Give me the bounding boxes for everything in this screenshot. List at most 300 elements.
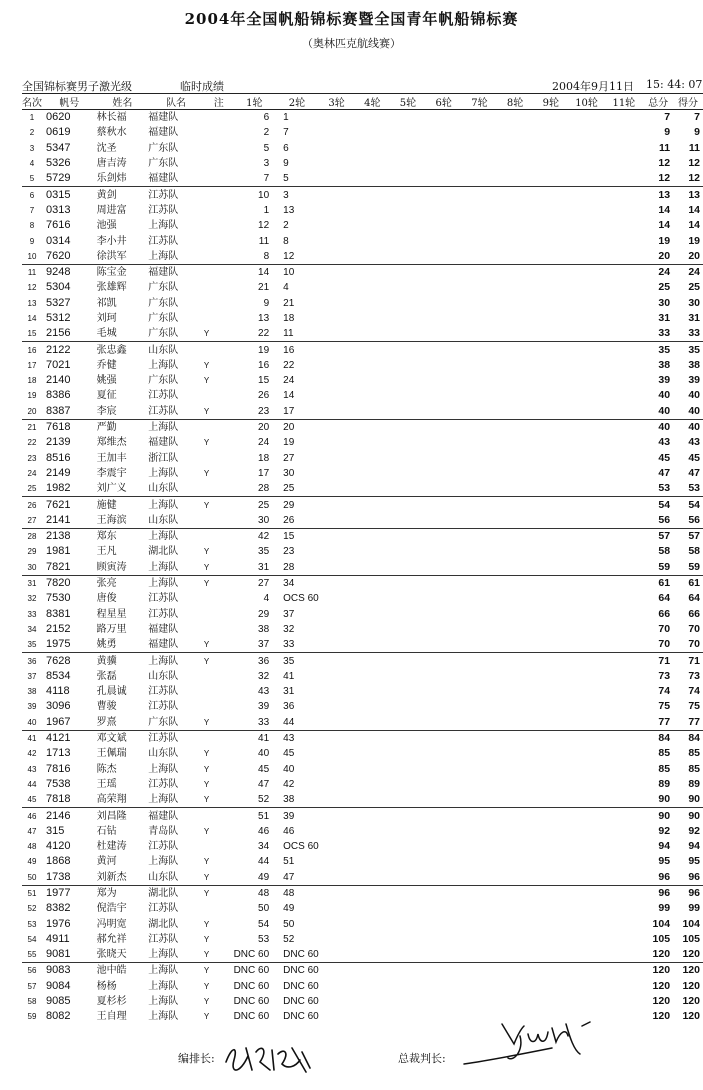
race-1-cell: 41 — [234, 730, 276, 746]
race-2-cell: 21 — [283, 297, 295, 309]
race-3-cell — [319, 481, 355, 497]
sailor-name-cell: 石钻 — [96, 825, 117, 837]
race-2-cell: 8 — [283, 235, 289, 247]
race-5-cell — [390, 746, 426, 761]
sailor-name-cell: 李震宇 — [96, 467, 127, 479]
race-9-cell — [533, 264, 569, 280]
race-7-cell — [462, 513, 498, 529]
sail-number-cell: 7816 — [46, 762, 71, 775]
race-9-cell — [533, 203, 569, 218]
race-8-cell — [497, 808, 533, 824]
race-1-cell: DNC 60 — [233, 996, 270, 1008]
race-1-cell: 2 — [263, 127, 270, 139]
race-2-cell: 22 — [283, 359, 295, 371]
race-11-cell — [604, 451, 643, 466]
race-9-cell — [533, 311, 569, 326]
sailor-name-cell: 林长福 — [96, 112, 127, 124]
race-1-cell: 50 — [258, 903, 270, 915]
sailor-name-cell: 严勤 — [97, 419, 149, 435]
race-3-cell — [319, 870, 355, 886]
team-cell: 上海队 — [148, 529, 204, 545]
race-10-cell — [569, 746, 605, 761]
note-cell — [204, 171, 234, 187]
race-10-cell — [569, 947, 605, 963]
rank-cell: 36 — [22, 653, 42, 669]
rank-cell: 4 — [29, 159, 35, 169]
race-5-cell — [390, 792, 426, 808]
sail-number-cell: 2138 — [42, 529, 97, 545]
race-2-cell: 15 — [275, 529, 319, 545]
note-cell: Y — [203, 764, 210, 774]
points-cell: 89 — [688, 777, 700, 790]
rank-cell: 12 — [27, 283, 37, 293]
team-cell: 江苏队 — [148, 235, 179, 247]
total-cell: 25 — [658, 281, 671, 294]
table-header-row — [22, 94, 703, 110]
race-7-cell — [462, 529, 498, 545]
sail-number-cell: 4118 — [46, 685, 70, 698]
race-10-cell — [569, 342, 605, 358]
race-11-cell — [604, 622, 643, 637]
table-row — [22, 187, 703, 203]
sailor-name-cell: 邓文斌 — [97, 730, 149, 746]
column-header: 10轮 — [569, 94, 605, 110]
race-4-cell — [354, 777, 390, 792]
race-1-cell: 4 — [263, 593, 270, 605]
race-8-cell — [497, 311, 533, 326]
race-6-cell — [426, 203, 462, 218]
race-3-cell — [319, 141, 355, 156]
total-cell: 90 — [643, 808, 673, 824]
race-11-cell — [604, 264, 643, 280]
points-cell: 61 — [673, 575, 703, 591]
note-cell: Y — [203, 562, 210, 572]
race-3-cell — [319, 607, 355, 622]
race-7-cell — [462, 824, 498, 839]
table-row — [22, 792, 703, 808]
points-cell: 120 — [682, 1010, 700, 1023]
rank-cell: 18 — [27, 376, 37, 386]
race-7-cell — [462, 125, 498, 140]
sail-number-cell: 9248 — [42, 264, 97, 280]
rank-cell: 19 — [27, 391, 37, 401]
table-row — [22, 947, 703, 963]
rank-cell: 41 — [22, 730, 42, 746]
race-1-cell: 1 — [263, 204, 270, 216]
race-10-cell — [569, 932, 605, 947]
total-cell: 105 — [652, 932, 671, 945]
team-cell: 江苏队 — [148, 933, 179, 945]
race-2-cell: 1 — [283, 112, 289, 124]
sailor-name-cell: 罗熹 — [96, 716, 117, 728]
race-6-cell — [426, 466, 462, 481]
race-1-cell: 20 — [234, 419, 276, 435]
race-4-cell — [354, 607, 390, 622]
race-8-cell — [497, 715, 533, 731]
race-3-cell — [319, 885, 355, 901]
race-6-cell — [426, 901, 462, 916]
total-cell: 12 — [658, 172, 671, 185]
column-header: 帆号 — [42, 94, 97, 110]
total-cell: 40 — [658, 404, 671, 417]
note-cell — [204, 481, 234, 497]
sailor-name-cell: 张晓天 — [96, 949, 127, 961]
race-1-cell: 19 — [234, 342, 276, 358]
sailor-name-cell: 王凡 — [96, 546, 117, 558]
race-5-cell — [390, 481, 426, 497]
race-10-cell — [569, 777, 605, 792]
points-cell: 120 — [682, 995, 700, 1008]
race-10-cell — [569, 870, 605, 886]
points-cell: 120 — [682, 979, 700, 992]
points-cell: 59 — [688, 560, 700, 573]
rank-cell: 23 — [27, 453, 37, 463]
race-8-cell — [497, 264, 533, 280]
rank-cell: 54 — [27, 934, 37, 944]
points-cell: 95 — [688, 855, 700, 868]
race-10-cell — [569, 419, 605, 435]
race-1-cell: 53 — [258, 933, 270, 945]
race-3-cell — [319, 637, 355, 653]
race-8-cell — [497, 839, 533, 854]
race-6-cell — [426, 591, 462, 606]
table-row — [22, 824, 703, 839]
total-cell: 38 — [658, 358, 671, 371]
race-9-cell — [533, 824, 569, 839]
table-row — [22, 404, 703, 420]
team-cell: 江苏队 — [148, 778, 179, 790]
race-1-cell: DNC 60 — [233, 949, 270, 961]
race-7-cell — [462, 358, 498, 373]
race-8-cell — [497, 497, 533, 513]
total-cell: 19 — [658, 234, 671, 247]
race-7-cell — [462, 870, 498, 886]
sailor-name-cell: 程星星 — [96, 608, 127, 620]
rank-cell: 37 — [27, 671, 37, 681]
race-5-cell — [390, 994, 426, 1009]
race-8-cell — [497, 249, 533, 265]
rank-cell: 22 — [27, 438, 37, 448]
race-2-cell: 10 — [275, 264, 319, 280]
note-cell — [204, 607, 234, 622]
race-4-cell — [354, 497, 390, 513]
race-4-cell — [354, 730, 390, 746]
total-cell: 12 — [658, 157, 671, 170]
race-9-cell — [533, 777, 569, 792]
rank-cell: 42 — [27, 749, 37, 759]
race-8-cell — [497, 607, 533, 622]
table-row — [22, 979, 703, 994]
rank-cell: 43 — [27, 764, 37, 774]
race-11-cell — [604, 156, 643, 171]
race-1-cell: 26 — [258, 390, 270, 402]
race-5-cell — [390, 777, 426, 792]
race-9-cell — [533, 326, 569, 342]
race-8-cell — [497, 870, 533, 886]
rank-cell: 59 — [27, 1012, 37, 1022]
note-cell — [204, 669, 234, 684]
race-4-cell — [354, 963, 390, 979]
total-cell: 14 — [658, 203, 671, 216]
table-row — [22, 218, 703, 233]
race-5-cell — [390, 622, 426, 637]
race-4-cell — [354, 839, 390, 854]
race-8-cell — [497, 963, 533, 979]
race-2-cell: 42 — [283, 778, 295, 790]
race-9-cell — [533, 994, 569, 1009]
total-cell: 9 — [664, 126, 671, 139]
race-3-cell — [319, 761, 355, 776]
sailor-name-cell: 夏杉杉 — [96, 996, 127, 1008]
team-cell: 江苏队 — [148, 841, 179, 853]
race-7-cell — [462, 388, 498, 403]
race-11-cell — [604, 777, 643, 792]
race-7-cell — [462, 187, 498, 203]
race-7-cell — [462, 699, 498, 714]
race-5-cell — [390, 187, 426, 203]
race-2-cell: 16 — [275, 342, 319, 358]
race-1-cell: 6 — [263, 112, 270, 124]
race-10-cell — [569, 249, 605, 265]
race-1-cell: 29 — [258, 608, 270, 620]
sail-number-cell: 0313 — [46, 203, 71, 216]
race-5-cell — [390, 311, 426, 326]
total-cell: 99 — [658, 902, 671, 915]
race-10-cell — [569, 280, 605, 295]
race-6-cell — [426, 607, 462, 622]
sailor-name-cell: 冯明宽 — [96, 918, 127, 930]
race-4-cell — [354, 824, 390, 839]
sailor-name-cell: 王自理 — [96, 1011, 127, 1023]
race-7-cell — [462, 404, 498, 420]
race-8-cell — [497, 885, 533, 901]
race-10-cell — [569, 994, 605, 1009]
sail-number-cell: 7618 — [42, 419, 97, 435]
rank-cell: 46 — [22, 808, 42, 824]
race-7-cell — [462, 451, 498, 466]
race-3-cell — [319, 513, 355, 529]
race-6-cell — [426, 218, 462, 233]
sail-number-cell: 2139 — [46, 436, 71, 449]
race-1-cell: 15 — [258, 375, 270, 387]
race-10-cell — [569, 296, 605, 311]
race-8-cell — [497, 792, 533, 808]
race-4-cell — [354, 901, 390, 916]
race-2-cell: 24 — [283, 375, 295, 387]
race-8-cell — [497, 435, 533, 450]
team-cell: 上海队 — [148, 497, 204, 513]
note-cell: Y — [203, 997, 210, 1007]
race-3-cell — [319, 684, 355, 699]
table-row — [22, 885, 703, 901]
race-6-cell — [426, 637, 462, 653]
total-cell: 85 — [658, 762, 671, 775]
note-cell — [204, 622, 234, 637]
sail-number-cell: 2149 — [46, 466, 71, 479]
race-3-cell — [319, 435, 355, 450]
race-10-cell — [569, 637, 605, 653]
team-cell: 上海队 — [148, 419, 204, 435]
points-cell: 94 — [688, 840, 700, 853]
sailor-name-cell: 周进富 — [96, 204, 127, 216]
race-4-cell — [354, 481, 390, 497]
race-8-cell — [497, 544, 533, 559]
team-cell: 江苏队 — [148, 730, 204, 746]
table-row — [22, 839, 703, 854]
total-cell: 35 — [643, 342, 673, 358]
race-6-cell — [426, 839, 462, 854]
rank-cell: 7 — [29, 205, 35, 215]
sailor-name-cell: 郑东 — [97, 529, 149, 545]
rank-cell: 31 — [22, 575, 42, 591]
points-cell: 12 — [688, 172, 700, 185]
race-9-cell — [533, 792, 569, 808]
race-11-cell — [604, 435, 643, 450]
total-cell: 43 — [658, 436, 671, 449]
team-cell: 江苏队 — [148, 405, 179, 417]
race-7-cell — [462, 141, 498, 156]
race-3-cell — [319, 839, 355, 854]
race-6-cell — [426, 808, 462, 824]
race-8-cell — [497, 529, 533, 545]
race-10-cell — [569, 684, 605, 699]
sail-number-cell: 1868 — [46, 855, 71, 868]
race-5-cell — [390, 342, 426, 358]
total-cell: 70 — [658, 638, 671, 651]
race-5-cell — [390, 824, 426, 839]
sailor-name-cell: 夏征 — [96, 390, 117, 402]
rank-cell: 17 — [27, 360, 37, 370]
race-6-cell — [426, 529, 462, 545]
rank-cell: 44 — [27, 779, 37, 789]
total-cell: 74 — [658, 685, 671, 698]
total-cell: 64 — [658, 592, 671, 605]
race-2-cell: 3 — [275, 187, 319, 203]
race-10-cell — [569, 979, 605, 994]
table-row — [22, 171, 703, 187]
race-8-cell — [497, 777, 533, 792]
race-11-cell — [604, 575, 643, 591]
sail-number-cell: 1981 — [46, 545, 71, 558]
race-6-cell — [426, 653, 462, 669]
race-6-cell — [426, 419, 462, 435]
race-2-cell: 50 — [283, 918, 295, 930]
race-5-cell — [390, 560, 426, 576]
team-cell: 福建队 — [148, 437, 179, 449]
race-8-cell — [497, 591, 533, 606]
note-cell: Y — [203, 934, 210, 944]
race-5-cell — [390, 854, 426, 869]
sailor-name-cell: 姚勇 — [96, 639, 117, 651]
race-3-cell — [319, 669, 355, 684]
race-4-cell — [354, 342, 390, 358]
race-8-cell — [497, 373, 533, 388]
total-cell: 40 — [643, 419, 673, 435]
race-2-cell: 2 — [283, 220, 289, 232]
race-1-cell: 17 — [258, 467, 270, 479]
race-7-cell — [462, 481, 498, 497]
race-4-cell — [354, 854, 390, 869]
race-8-cell — [497, 141, 533, 156]
sailor-name-cell: 唐吉涛 — [96, 158, 127, 170]
race-10-cell — [569, 839, 605, 854]
table-row — [22, 544, 703, 559]
race-7-cell — [462, 808, 498, 824]
race-8-cell — [497, 622, 533, 637]
race-4-cell — [354, 622, 390, 637]
table-row — [22, 963, 703, 979]
total-cell: 85 — [658, 747, 671, 760]
points-cell: 71 — [673, 653, 703, 669]
column-header: 8轮 — [497, 94, 533, 110]
race-11-cell — [604, 699, 643, 714]
team-cell: 福建队 — [148, 808, 204, 824]
race-2-cell: 45 — [283, 748, 295, 760]
race-5-cell — [390, 947, 426, 963]
race-6-cell — [426, 435, 462, 450]
race-10-cell — [569, 311, 605, 326]
sail-number-cell: 7538 — [46, 777, 71, 790]
race-4-cell — [354, 947, 390, 963]
race-8-cell — [497, 466, 533, 481]
race-11-cell — [604, 141, 643, 156]
race-3-cell — [319, 466, 355, 481]
race-1-cell: 25 — [234, 497, 276, 513]
sailor-name-cell: 王海滨 — [96, 514, 127, 526]
team-cell: 上海队 — [148, 794, 179, 806]
race-8-cell — [497, 203, 533, 218]
race-4-cell — [354, 110, 390, 126]
sail-number-cell: 8382 — [46, 902, 71, 915]
total-cell: 90 — [658, 793, 671, 806]
race-7-cell — [462, 264, 498, 280]
rank-cell: 32 — [27, 594, 37, 604]
race-11-cell — [604, 388, 643, 403]
note-cell — [204, 233, 234, 248]
race-2-cell: DNC 60 — [275, 963, 319, 979]
table-row — [22, 110, 703, 126]
race-1-cell: 3 — [263, 158, 270, 170]
race-9-cell — [533, 218, 569, 233]
race-11-cell — [604, 280, 643, 295]
note-cell — [204, 901, 234, 916]
event-info-line — [22, 78, 703, 93]
table-row — [22, 264, 703, 280]
note-cell: Y — [203, 438, 210, 448]
race-7-cell — [462, 994, 498, 1009]
race-7-cell — [462, 218, 498, 233]
points-cell: 105 — [682, 932, 700, 945]
points-cell: 99 — [688, 902, 700, 915]
race-6-cell — [426, 699, 462, 714]
sailor-name-cell: 张磊 — [96, 670, 117, 682]
rank-cell: 38 — [27, 687, 37, 697]
race-6-cell — [426, 1009, 462, 1024]
rank-cell: 16 — [22, 342, 42, 358]
table-row — [22, 203, 703, 218]
race-10-cell — [569, 156, 605, 171]
race-7-cell — [462, 637, 498, 653]
race-2-cell: OCS 60 — [283, 593, 319, 605]
race-2-cell: 18 — [283, 313, 295, 324]
note-cell: Y — [204, 497, 234, 513]
race-3-cell — [319, 575, 355, 591]
sail-number-cell: 7620 — [46, 249, 71, 262]
race-6-cell — [426, 358, 462, 373]
sailor-name-cell: 郝允祥 — [96, 933, 127, 945]
race-4-cell — [354, 979, 390, 994]
race-5-cell — [390, 466, 426, 481]
